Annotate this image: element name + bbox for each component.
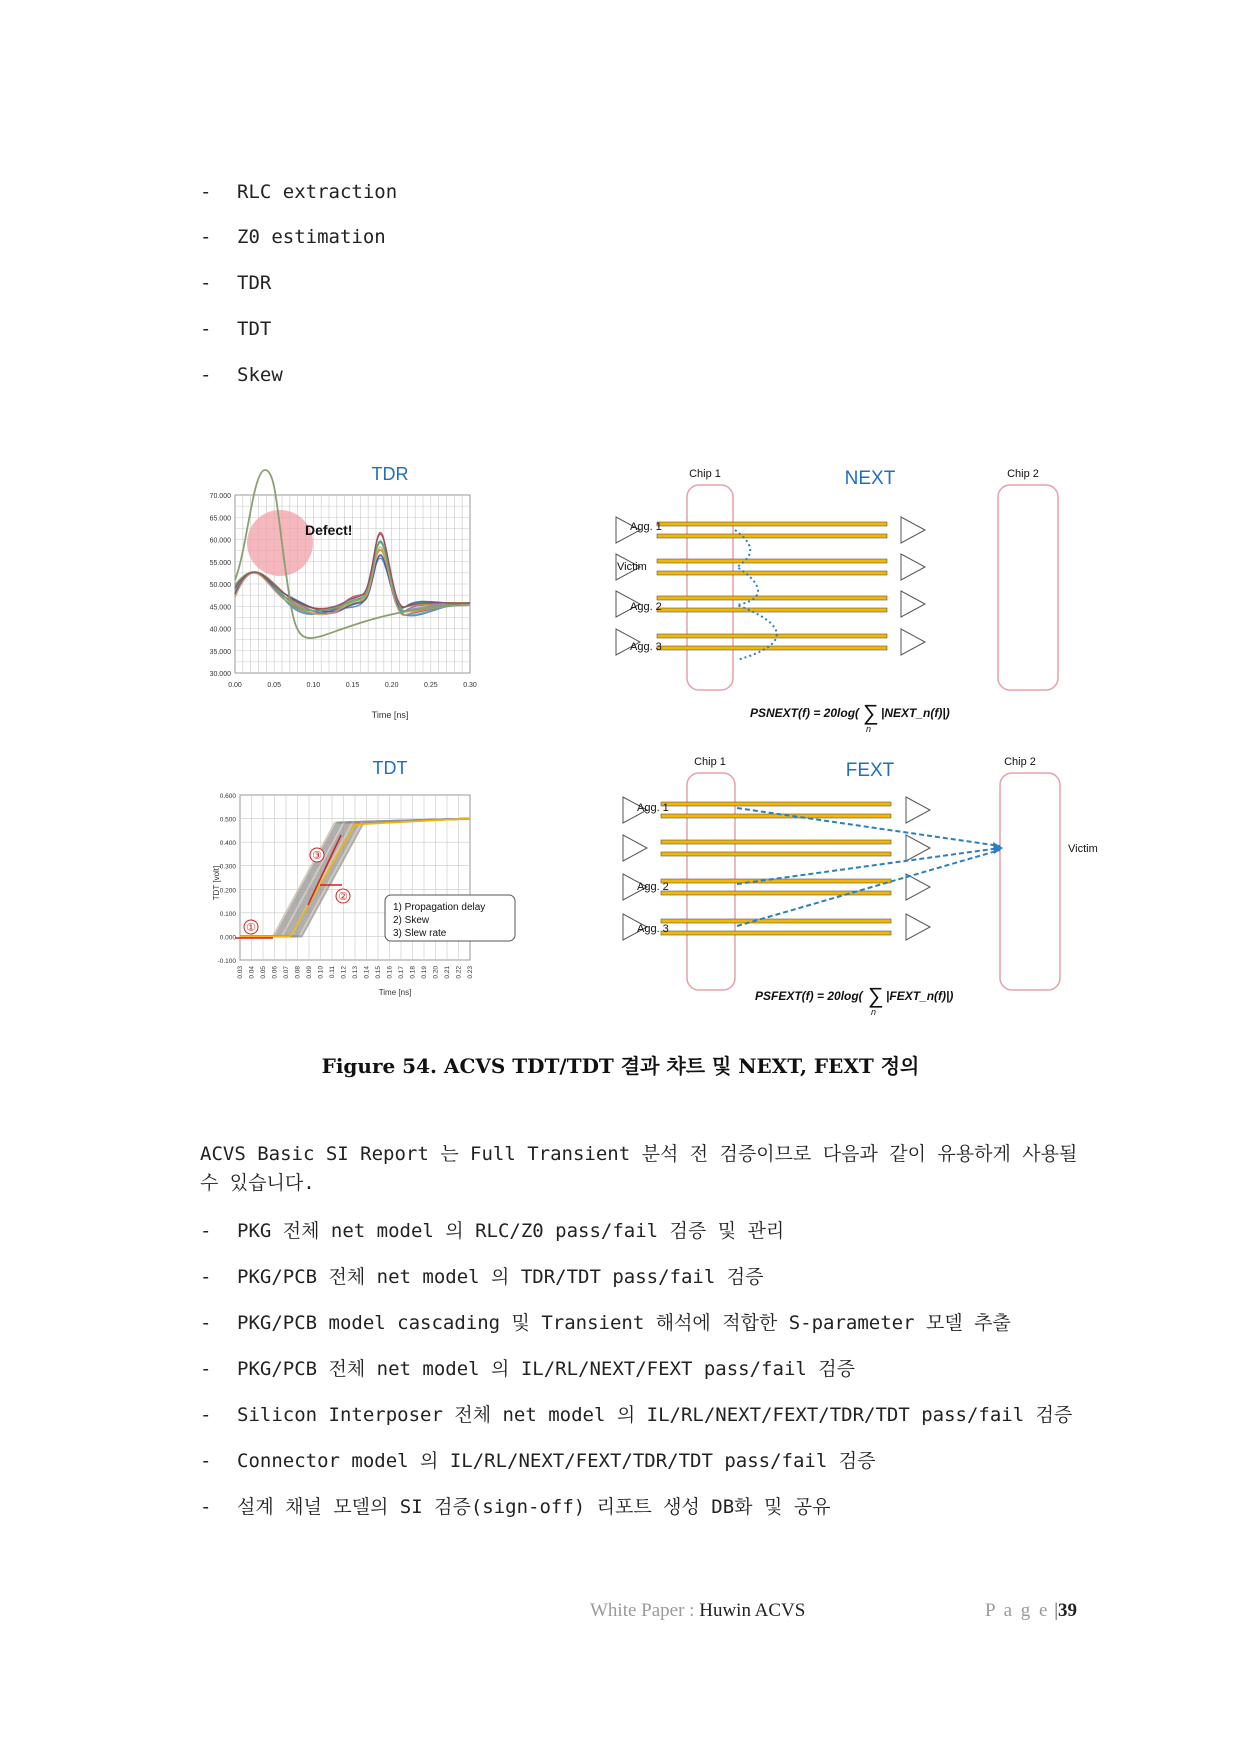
- legend-slew-rate: 3) Slew rate: [393, 928, 447, 939]
- fext-title: FEXT: [845, 760, 895, 781]
- tdt-x-tick-label: 0.22: [455, 966, 463, 979]
- tdr-y-tick-label: 55.000: [209, 559, 231, 567]
- tdt-x-tick-label: 0.10: [317, 966, 325, 979]
- intro-paragraph: ACVS Basic SI Report 는 Full Transient 분석 전 검증이므로 다음과 같이 유용하게 사용될 수 있습니다.: [200, 1143, 1078, 1194]
- next-chip2-box: [998, 485, 1058, 690]
- fext-chip2-label: Chip 2: [1004, 756, 1036, 768]
- tdr-y-tick-label: 65.000: [209, 515, 231, 523]
- driver-triangle: [901, 554, 925, 580]
- trace-line: [657, 634, 887, 638]
- driver-triangle: [901, 517, 925, 543]
- trace-line: [661, 802, 891, 806]
- tdt-x-tick-label: 0.08: [294, 966, 302, 979]
- tdt-x-tick-label: 0.20: [432, 966, 440, 979]
- driver-triangle: [906, 874, 930, 900]
- next-chip1-label: Chip 1: [689, 468, 721, 480]
- footer-label: White Paper :: [590, 1600, 695, 1621]
- trace-line: [657, 596, 887, 600]
- marker-1: ①: [246, 922, 256, 934]
- figure-caption: Figure 54. ACVS TDT/TDT 결과 챠트 및 NEXT, FEXT 정의: [321, 1054, 920, 1078]
- tdt-title: TDT: [372, 758, 408, 778]
- tdt-x-tick-label: 0.19: [421, 966, 428, 979]
- tdt-x-tick-label: 0.16: [386, 966, 394, 979]
- footer-page: [985, 1600, 1077, 1622]
- tdt-y-tick-label: 0.200: [219, 887, 236, 895]
- defect-highlight: [247, 510, 313, 576]
- driver-triangle: [906, 835, 930, 861]
- psfext-formula-rhs: |FEXT_n(f)|): [886, 989, 954, 1003]
- marker-2: ②: [338, 891, 348, 903]
- tdt-chart: [195, 755, 545, 1005]
- tdr-y-tick-label: 30.000: [209, 671, 231, 678]
- tdt-y-tick-label: 0.500: [219, 816, 236, 824]
- driver-triangle: [623, 835, 647, 861]
- next-label-victim: Victim: [617, 561, 647, 573]
- driver-triangle: [901, 591, 925, 617]
- tdt-x-tick-label: 0.07: [283, 966, 290, 979]
- driver-triangle: [906, 914, 930, 940]
- trace-line: [661, 840, 891, 844]
- tdt-y-tick-label: 0.600: [219, 793, 236, 800]
- fext-coupling-arrows: [737, 808, 1000, 926]
- fext-diagram: [625, 748, 1110, 1018]
- legend-propagation-delay: 1) Propagation delay: [393, 902, 486, 913]
- tdr-y-tick-label: 70.000: [209, 493, 231, 500]
- fext-label-agg2: Agg. 2: [637, 881, 669, 893]
- psnext-formula-rhs: |NEXT_n(f)|): [881, 706, 950, 720]
- tdt-x-tick-label: 0.12: [340, 966, 348, 979]
- tdr-x-label: Time [ns]: [371, 710, 409, 720]
- trace-line: [661, 879, 891, 883]
- tdt-x-label: Time [ns]: [378, 988, 412, 997]
- tdr-x-ticks: [228, 682, 477, 689]
- tdr-title: TDR: [371, 464, 409, 484]
- next-chip1-box: [687, 485, 733, 690]
- tdt-y-tick-label: 0.000: [219, 934, 236, 942]
- next-chip2-label: Chip 2: [1007, 468, 1039, 480]
- marker-3: ③: [312, 850, 322, 862]
- tdt-x-ticks: [237, 966, 474, 979]
- tdt-y-tick-label: -0.100: [217, 958, 236, 965]
- trace-line: [657, 571, 887, 575]
- tdr-x-tick-label: 0.00: [228, 682, 242, 689]
- tdt-y-tick-label: 0.300: [219, 863, 236, 871]
- fext-label-agg3: Agg. 3: [637, 923, 669, 935]
- fext-drivers: [623, 797, 930, 940]
- psnext-formula-sigma: ∑: [863, 700, 879, 725]
- tdr-y-tick-label: 35.000: [209, 648, 231, 656]
- tdr-y-tick-label: 40.000: [209, 626, 231, 634]
- tdr-y-ticks: [210, 493, 232, 678]
- next-label-agg1: Agg. 1: [630, 521, 662, 533]
- tdr-y-tick-label: 60.000: [209, 537, 231, 545]
- trace-line: [657, 608, 887, 612]
- next-trace-lines: [657, 522, 887, 650]
- next-label-agg2: Agg. 2: [630, 601, 662, 613]
- psnext-formula-lhs: PSNEXT(f) = 20log(: [750, 706, 860, 720]
- tdt-x-tick-label: 0.13: [352, 966, 359, 979]
- tdr-x-tick-label: 0.15: [345, 682, 360, 689]
- trace-line: [661, 931, 891, 935]
- tdt-x-tick-label: 0.15: [375, 966, 382, 979]
- tdt-x-tick-label: 0.11: [329, 966, 336, 979]
- driver-triangle: [906, 797, 930, 823]
- trace-line: [657, 534, 887, 538]
- trace-line: [657, 646, 887, 650]
- tdr-x-tick-label: 0.30: [463, 682, 477, 689]
- driver-triangle: [901, 629, 925, 655]
- psfext-formula-sigma: ∑: [868, 983, 884, 1008]
- fext-label-agg1: Agg. 1: [637, 802, 669, 814]
- next-label-agg3: Agg. 3: [630, 641, 662, 653]
- psnext-formula-sub: n: [866, 724, 872, 734]
- trace-line: [661, 919, 891, 923]
- tdt-y-label: TDT [volt]: [212, 865, 221, 901]
- tdr-x-tick-label: 0.05: [267, 682, 281, 689]
- tdt-x-tick-label: 0.17: [398, 966, 405, 979]
- tdt-x-tick-label: 0.14: [363, 966, 371, 979]
- next-diagram: [617, 460, 1075, 740]
- tdr-x-tick-label: 0.10: [306, 682, 321, 689]
- tdt-x-tick-label: 0.03: [237, 966, 244, 979]
- fext-chip2-box: [1000, 773, 1060, 990]
- trace-line: [661, 814, 891, 818]
- tdt-x-tick-label: 0.23: [467, 966, 474, 979]
- tdr-y-tick-label: 50.000: [209, 582, 231, 589]
- defect-label: Defect!: [305, 522, 353, 538]
- tdt-y-tick-label: 0.400: [219, 840, 236, 848]
- trace-line: [661, 852, 891, 856]
- tdt-x-tick-label: 0.06: [271, 966, 279, 979]
- footer-product: Huwin ACVS: [699, 1600, 806, 1621]
- tdr-y-tick-label: 45.000: [209, 604, 231, 612]
- trace-line: [657, 559, 887, 563]
- tdt-x-tick-label: 0.05: [260, 966, 267, 979]
- tdt-y-tick-label: 0.100: [219, 910, 236, 918]
- next-coupling-curve: [735, 530, 777, 660]
- psfext-formula-sub: n: [871, 1007, 877, 1017]
- fext-chip1-label: Chip 1: [694, 756, 726, 768]
- psfext-formula-lhs: PSFEXT(f) = 20log(: [755, 989, 863, 1003]
- footer-page-label: P a g e: [985, 1600, 1050, 1621]
- tdr-chart: [195, 460, 545, 730]
- legend-skew: 2) Skew: [393, 915, 430, 926]
- tdr-x-tick-label: 0.20: [384, 682, 399, 689]
- tdr-x-tick-label: 0.25: [424, 682, 438, 689]
- fext-label-victim: Victim: [1068, 843, 1098, 855]
- trace-line: [657, 522, 887, 526]
- tdt-x-tick-label: 0.09: [306, 966, 313, 979]
- tdt-x-tick-label: 0.21: [444, 966, 451, 979]
- footer-separator: |: [1054, 1600, 1059, 1621]
- page-number: 39: [1058, 1600, 1078, 1621]
- footer-doc-title: [590, 1600, 805, 1622]
- tdt-x-tick-label: 0.04: [248, 966, 256, 979]
- next-title: NEXT: [844, 468, 896, 489]
- fext-arrowhead: [993, 842, 1003, 854]
- tdt-x-tick-label: 0.18: [409, 966, 417, 979]
